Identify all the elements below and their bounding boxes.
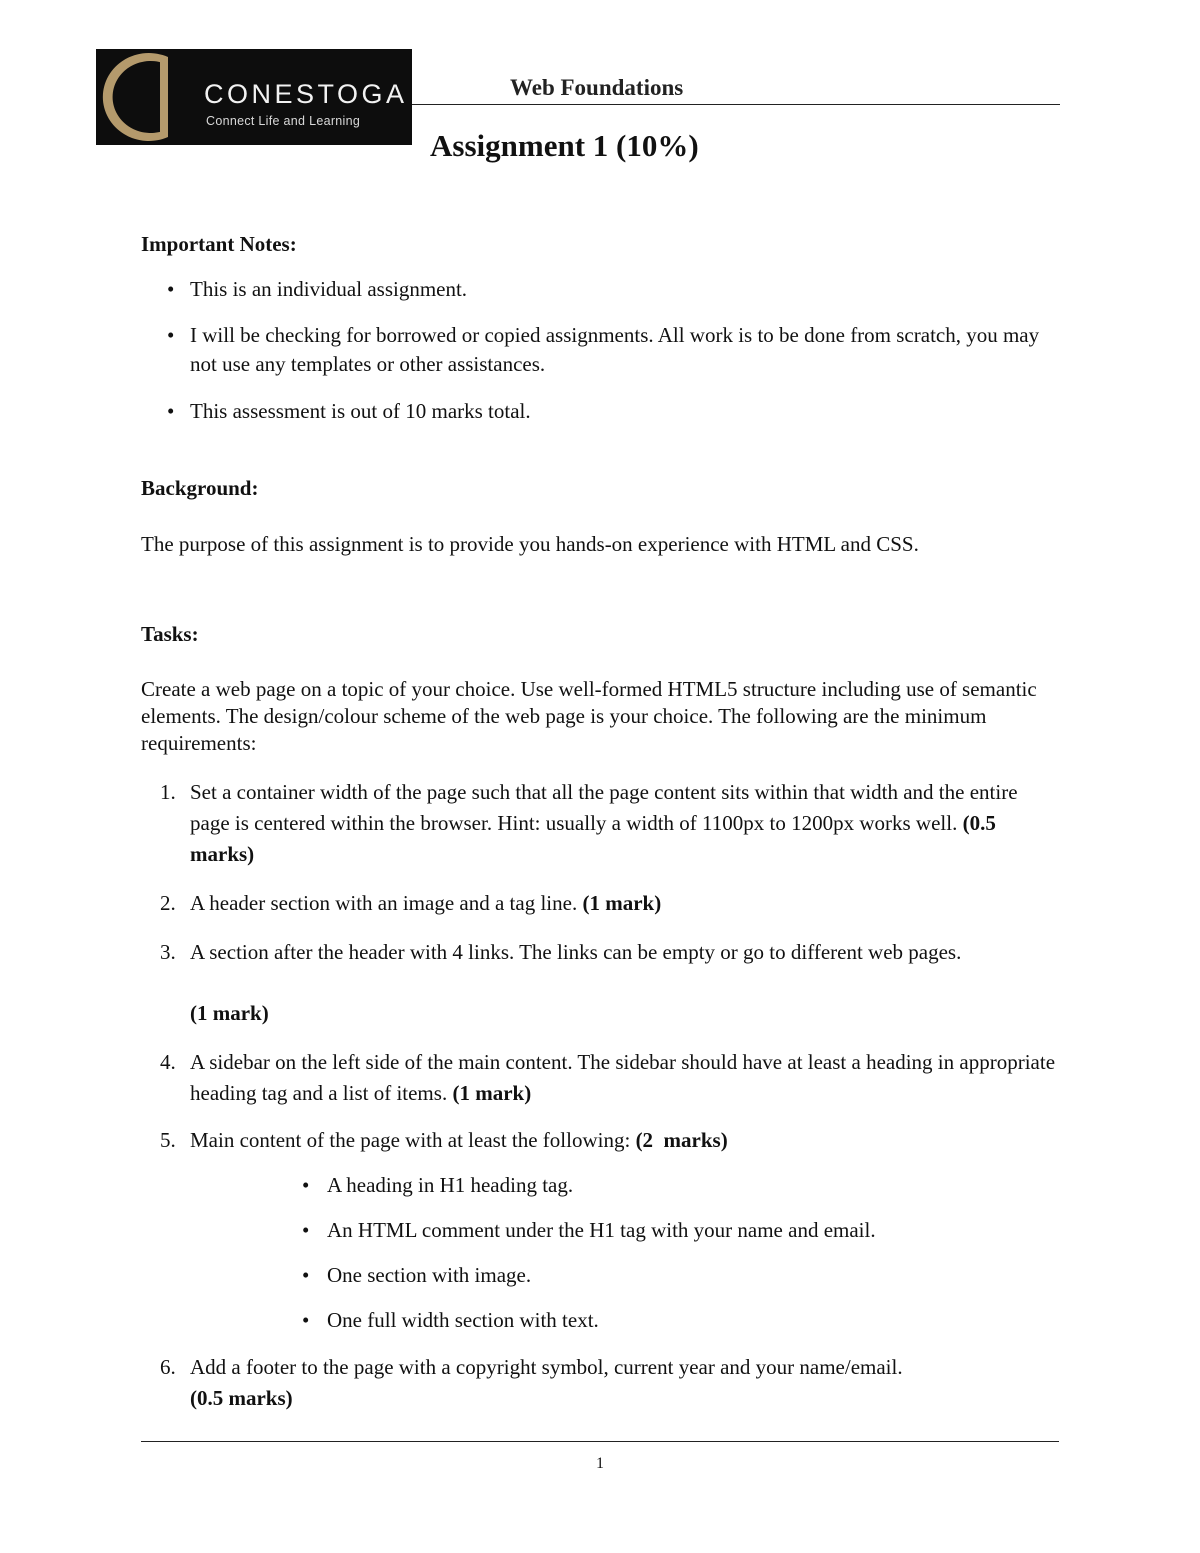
document-body bbox=[141, 230, 1061, 1414]
tasks-list bbox=[141, 777, 1061, 1414]
task-text: A header section with an image and a tag line. bbox=[190, 891, 578, 915]
document-title: Assignment 1 (10%) bbox=[430, 128, 699, 163]
list-item bbox=[141, 889, 1061, 918]
conestoga-c-icon bbox=[96, 49, 206, 145]
task-text: Main content of the page with at least the following: bbox=[190, 1128, 631, 1152]
item-number: 3. bbox=[160, 940, 176, 964]
bullet-icon: • bbox=[167, 277, 175, 301]
list-item bbox=[141, 1126, 1061, 1335]
tasks-heading: Tasks: bbox=[141, 622, 199, 646]
requirement-text: A heading in H1 heading tag. bbox=[327, 1173, 574, 1197]
bullet-icon: • bbox=[167, 399, 175, 423]
tasks-intro: Create a web page on a topic of your choice. Use well-formed HTML5 structure including use of semantic elements. The design/colour scheme of the web page is your choice. The following are the minimum requirements: bbox=[141, 677, 1037, 755]
main-content-requirements bbox=[190, 1171, 1061, 1335]
footer-rule bbox=[141, 1441, 1059, 1442]
item-number: 4. bbox=[160, 1050, 176, 1074]
list-item bbox=[141, 938, 1061, 1028]
task-text: Set a container width of the page such that all the page content sits within that width and the entire page is centered within the browser. Hint: usually a width of 1100px to 1200px works well. bbox=[190, 780, 1018, 835]
bullet-icon: • bbox=[167, 323, 175, 347]
item-number: 6. bbox=[160, 1355, 176, 1379]
item-number: 1. bbox=[160, 780, 176, 804]
note-text: I will be checking for borrowed or copied assignments. All work is to be done from scratch, you may not use any templates or other assistances. bbox=[190, 323, 1040, 376]
task-marks: (1 mark) bbox=[452, 1081, 532, 1105]
header-rule bbox=[412, 104, 1060, 105]
list-item bbox=[141, 397, 1061, 426]
logo-tagline: Connect Life and Learning bbox=[206, 114, 361, 128]
background-text: The purpose of this assignment is to provide you hands-on experience with HTML and CSS. bbox=[141, 532, 919, 556]
course-name: Web Foundations bbox=[510, 75, 684, 100]
task-marks: (2 marks) bbox=[635, 1128, 728, 1152]
list-item bbox=[190, 1216, 1061, 1245]
logo-wordmark: CONESTOGA bbox=[204, 79, 408, 109]
important-notes-heading: Important Notes: bbox=[141, 232, 297, 256]
requirement-text: An HTML comment under the H1 tag with your name and email. bbox=[327, 1218, 876, 1242]
list-item bbox=[141, 321, 1061, 379]
task-text: A sidebar on the left side of the main content. The sidebar should have at least a heading in appropriate heading tag and a list of items. bbox=[190, 1050, 1056, 1105]
list-item bbox=[141, 777, 1061, 870]
list-item bbox=[141, 1047, 1061, 1109]
list-item bbox=[190, 1261, 1061, 1290]
page-number: 1 bbox=[596, 1455, 604, 1472]
task-text: Add a footer to the page with a copyright symbol, current year and your name/email. bbox=[190, 1355, 903, 1379]
requirement-text: One full width section with text. bbox=[327, 1308, 599, 1332]
list-item bbox=[141, 275, 1061, 304]
notes-list bbox=[141, 275, 1061, 426]
background-heading: Background: bbox=[141, 476, 259, 500]
task-marks: (1 mark) bbox=[582, 891, 662, 915]
item-number: 5. bbox=[160, 1128, 176, 1152]
task-marks: (1 mark) bbox=[190, 1001, 269, 1025]
item-number: 2. bbox=[160, 891, 176, 915]
task-text: A section after the header with 4 links. The links can be empty or go to different web pages. bbox=[190, 940, 962, 964]
bullet-icon: • bbox=[302, 1173, 310, 1197]
task-marks: (0.5 marks) bbox=[190, 811, 996, 866]
requirement-text: One section with image. bbox=[327, 1263, 532, 1287]
list-item bbox=[190, 1306, 1061, 1335]
bullet-icon: • bbox=[302, 1218, 310, 1242]
list-item bbox=[190, 1171, 1061, 1200]
task-marks: (0.5 marks) bbox=[190, 1386, 293, 1410]
note-text: This is an individual assignment. bbox=[190, 277, 468, 301]
conestoga-logo bbox=[96, 49, 412, 145]
bullet-icon: • bbox=[302, 1308, 310, 1332]
bullet-icon: • bbox=[302, 1263, 310, 1287]
note-text: This assessment is out of 10 marks total. bbox=[190, 399, 531, 423]
list-item bbox=[141, 1352, 1061, 1414]
